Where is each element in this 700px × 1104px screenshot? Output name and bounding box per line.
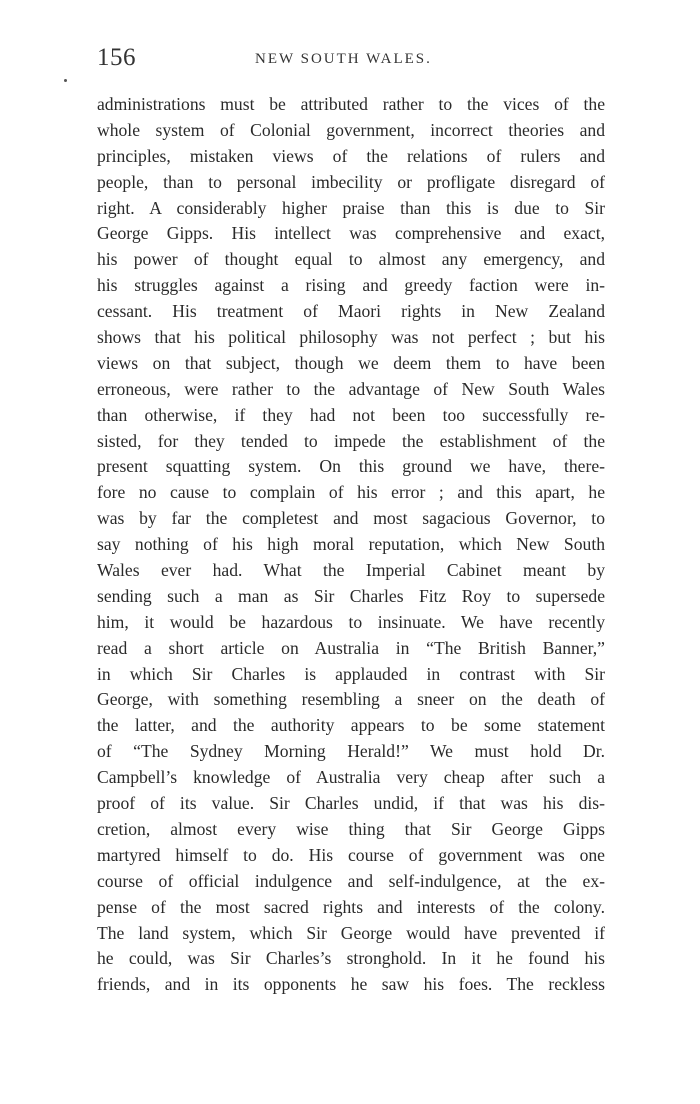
- text-line: the latter, and the authority appears to be some statement: [97, 715, 605, 736]
- text-line: say nothing of his high moral reputation, which New South: [97, 534, 605, 555]
- text-line: than otherwise, if they had not been too successfully re-: [97, 404, 605, 425]
- ink-speck: [64, 79, 67, 82]
- body-text: [97, 92, 605, 998]
- text-line: present squatting system. On this ground we have, there-: [97, 456, 605, 477]
- text-line: course of official indulgence and self-indulgence, at the ex-: [97, 870, 605, 891]
- text-line: read a short article on Australia in “The British Banner,”: [97, 637, 605, 658]
- text-line: in which Sir Charles is applauded in contrast with Sir: [97, 663, 605, 684]
- text-line: friends, and in its opponents he saw his foes. The reckless: [97, 974, 605, 995]
- text-line: erroneous, were rather to the advantage of New South Wales: [97, 378, 605, 399]
- page-number: 156: [97, 44, 136, 71]
- text-line: views on that subject, though we deem them to have been: [97, 352, 605, 373]
- text-line: sisted, for they tended to impede the establishment of the: [97, 430, 605, 451]
- text-line: martyred himself to do. His course of government was one: [97, 844, 605, 865]
- text-line: George, with something resembling a sneer on the death of: [97, 689, 605, 710]
- text-line: George Gipps. His intellect was comprehensive and exact,: [97, 223, 605, 244]
- text-line: administrations must be attributed rather to the vices of the: [97, 94, 605, 114]
- text-line: shows that his political philosophy was not perfect ; but his: [97, 327, 605, 348]
- text-line: of “The Sydney Morning Herald!” We must hold Dr.: [97, 741, 605, 762]
- text-line: people, than to personal imbecility or profligate disregard of: [97, 171, 605, 192]
- text-line: fore no cause to complain of his error ; and this apart, he: [97, 482, 605, 503]
- text-line: he could, was Sir Charles’s stronghold. In it he found his: [97, 948, 605, 969]
- text-line: cessant. His treatment of Maori rights in New Zealand: [97, 301, 605, 322]
- text-line: was by far the completest and most sagacious Governor, to: [97, 508, 605, 529]
- text-line: pense of the most sacred rights and interests of the colony.: [97, 896, 605, 917]
- text-line: his struggles against a rising and greedy faction were in-: [97, 275, 605, 296]
- text-line: cretion, almost every wise thing that Sir George Gipps: [97, 818, 605, 839]
- text-line: whole system of Colonial government, incorrect theories and: [97, 119, 605, 140]
- text-line: sending such a man as Sir Charles Fitz Roy to supersede: [97, 585, 605, 606]
- running-title: NEW SOUTH WALES.: [255, 51, 432, 67]
- text-line: him, it would be hazardous to insinuate. We have recently: [97, 611, 605, 632]
- text-line: Wales ever had. What the Imperial Cabinet meant by: [97, 560, 605, 581]
- text-line: Campbell’s knowledge of Australia very cheap after such a: [97, 767, 605, 788]
- text-line: principles, mistaken views of the relations of rulers and: [97, 145, 605, 166]
- text-line: right. A considerably higher praise than this is due to Sir: [97, 197, 605, 218]
- text-line: proof of its value. Sir Charles undid, if that was his dis-: [97, 793, 605, 814]
- text-line: The land system, which Sir George would have prevented if: [97, 922, 605, 943]
- text-line: his power of thought equal to almost any emergency, and: [97, 249, 605, 270]
